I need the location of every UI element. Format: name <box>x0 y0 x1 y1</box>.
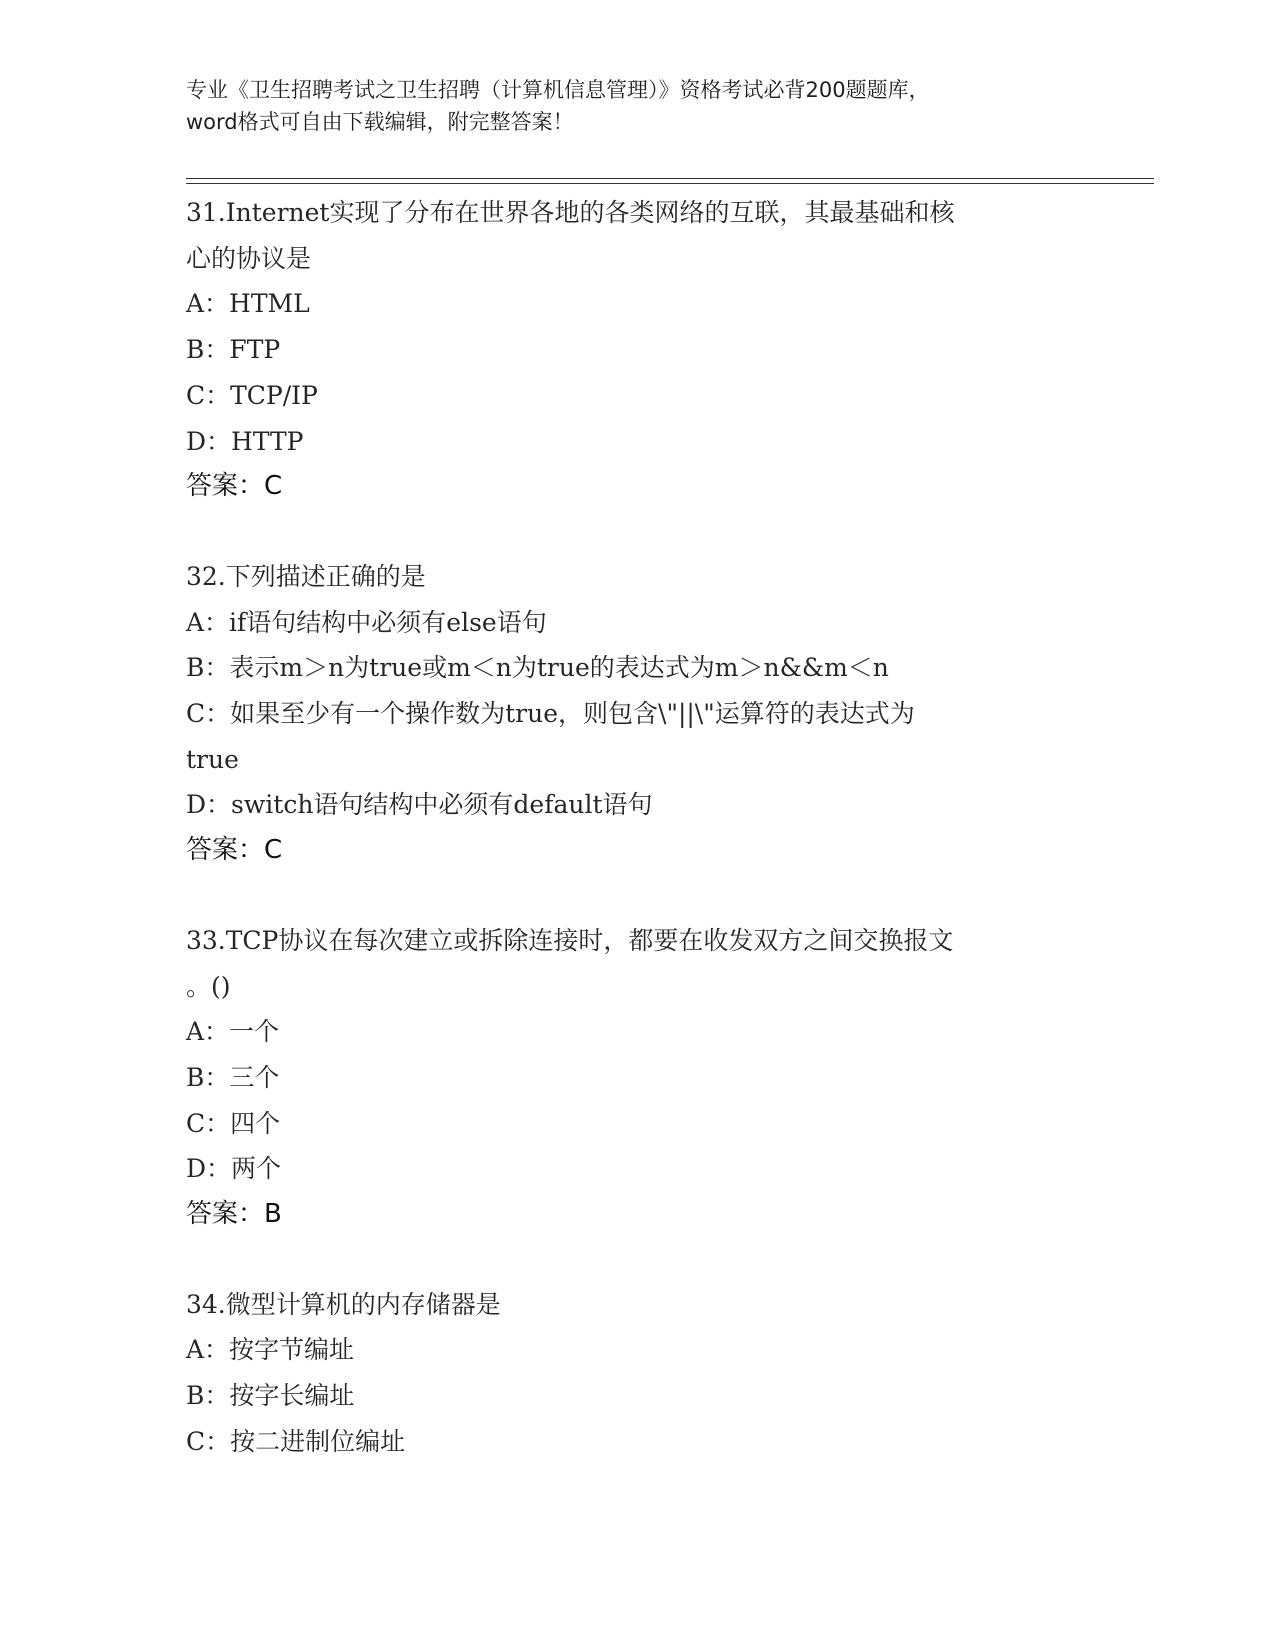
question-stem: 31.Internet实现了分布在世界各地的各类网络的互联，其最基础和核 <box>186 198 955 227</box>
question-block <box>186 1282 1146 1465</box>
answer-option: A：按字节编址 <box>186 1335 355 1365</box>
question-block <box>186 190 1146 510</box>
answer-option: B：按字长编址 <box>186 1381 355 1411</box>
answer-option: B：FTP <box>186 335 281 365</box>
answer-option: C：四个 <box>186 1108 281 1138</box>
question-stem: 。() <box>186 971 231 1001</box>
answer-option: A：一个 <box>186 1017 280 1047</box>
answer-option: A：HTML <box>186 289 310 319</box>
header-line-2: word格式可自由下载编辑，附完整答案！ <box>186 110 574 134</box>
question-stem: 33.TCP协议在每次建立或拆除连接时，都要在收发双方之间交换报文 <box>186 925 954 955</box>
answer-option: B：三个 <box>186 1062 280 1092</box>
answer-option: B：表示m＞n为true或m＜n为true的表达式为m＞n&&m＜n <box>186 653 889 683</box>
answer-option: D：两个 <box>186 1154 282 1184</box>
question-stem: 34.微型计算机的内存储器是 <box>186 1289 501 1319</box>
answer-option: D：switch语句结构中必须有default语句 <box>186 790 653 820</box>
question-block <box>186 554 1146 874</box>
question-list <box>186 190 1146 1509</box>
correct-answer: 答案：B <box>186 1199 282 1230</box>
question-stem: 心的协议是 <box>186 243 312 273</box>
correct-answer: 答案：C <box>186 471 283 502</box>
header-line-1: 专业《卫生招聘考试之卫生招聘（计算机信息管理）》资格考试必背200题题库， <box>186 78 930 102</box>
header-divider-top <box>186 178 1154 179</box>
document-header <box>186 74 1086 138</box>
answer-option: A：if语句结构中必须有else语句 <box>186 607 547 637</box>
answer-option: C：TCP/IP <box>186 380 318 410</box>
answer-option: true <box>186 744 239 774</box>
header-divider-bottom <box>186 183 1154 184</box>
question-stem: 32.下列描述正确的是 <box>186 561 426 591</box>
correct-answer: 答案：C <box>186 835 283 866</box>
question-block <box>186 918 1146 1238</box>
answer-option: C：如果至少有一个操作数为true，则包含\"||\"运算符的表达式为 <box>186 699 915 729</box>
answer-option: C：按二进制位编址 <box>186 1426 406 1456</box>
answer-option: D：HTTP <box>186 426 304 456</box>
